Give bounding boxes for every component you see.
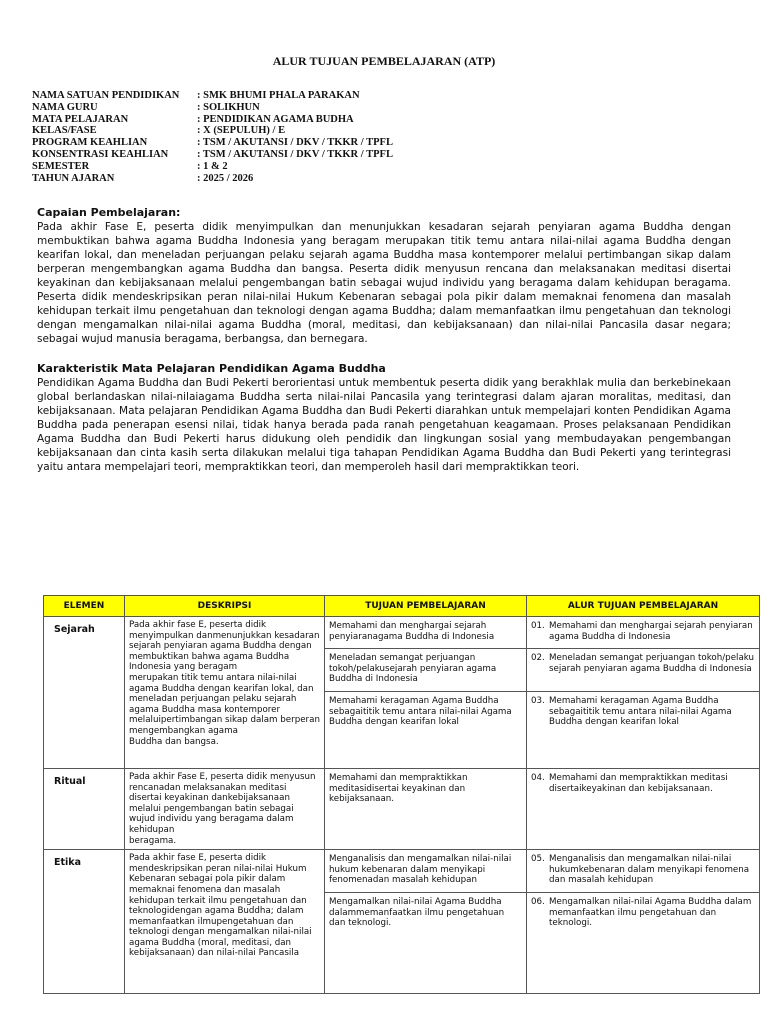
tujuan-cell: Memahami dan mempraktikkan meditasidisertai keyakinan dan kebijaksanaan. [325, 768, 527, 849]
identity-row [32, 173, 393, 185]
header-elemen: ELEMEN [44, 596, 125, 617]
identity-row [32, 149, 393, 161]
identity-row [32, 114, 393, 126]
identity-label: TAHUN AJARAN [32, 172, 115, 184]
karakteristik-text: Pendidikan Agama Buddha dan Budi Pekerti berorientasi untuk membentuk peserta didik yang berakhlak mulia dan berkebinekaan global berlandaskan nilai-nilaiagama Buddha serta nilai-nilai Pancasila yang terintegrasi dalam ajaran moralitas, meditasi, dan kebijaksanaan. Mata pelajaran Pendidikan Agama Buddha dan Budi Pekerti diarahkan untuk mempelajari konten Pendidikan Agama Buddha pada penerapan esensi nilai, tidak hanya berada pada ranah pengetahuan keagamaan. Proses pelaksanaan Pendidikan Agama Buddha dan Budi Pekerti harus didukung oleh pendidik dan lingkungan sosial yang membudayakan pengembangan kebijaksanaan dan cinta kasih serta dilakukan melalui tiga tahapan Pendidikan Agama Buddha dan Budi Pekerti yang terintegrasi yaitu antara mempelajari teori, mempraktikkan teori, dan memperoleh hasil dari mempraktikkan teori. [37, 377, 731, 473]
alur-text: Meneladan semangat perjuangan tokoh/pelaku sejarah penyiaran agama Buddha di Indonesia [549, 653, 755, 674]
identity-label: SEMESTER [32, 160, 90, 172]
identity-value: : SOLIKHUN [197, 101, 260, 113]
table-row [44, 617, 760, 649]
identity-row [32, 90, 393, 102]
capaian-text: Pada akhir Fase E, peserta didik menyimpulkan dan menunjukkan kesadaran sejarah penyiaran agama Buddha dengan membuktikan bahwa agama Buddha Indonesia yang beragam merupakan titik temu antara nilai-nilai agama Buddha dengan kearifan lokal, dan meneladan perjuangan pelaku sejarah agama Buddha masa kontemporer melalui pertimbangan sikap dalam berperan mengembangkan agama Buddha dan bangsa. Peserta didik menyusun rencana dan melaksanakan meditasi disertai keyakinan dan kebijaksanaan melalui pengembangan batin sebagai wujud individu yang beragama dalam kehidupan beragama. Peserta didik mendeskripsikan peran nilai-nilai Hukum Kebenaran sebagai pola pikir dalam memaknai fenomena dan masalah kehidupan terkait ilmu pengetahuan dan teknologi dengan agama Buddha; dalam memanfaatkan ilmu pengetahuan dan teknologi dengan mengamalkan nilai-nilai agama Buddha (moral, meditasi, dan kebijaksanaan) dan nilai-nilai Pancasila dasar negara; sebagai wujud manusia beragama, berbangsa, dan bernegara. [37, 221, 731, 345]
alur-number: 04. [531, 772, 545, 783]
alur-cell [527, 649, 760, 692]
identity-label: PROGRAM KEAHLIAN [32, 137, 148, 149]
table-row [44, 768, 760, 849]
alur-text: Mengamalkan nilai-nilai Agama Buddha dalam memanfaatkan ilmu pengetahuan dan teknologi. [549, 896, 752, 929]
header-deskripsi: DESKRIPSI [125, 596, 325, 617]
identity-label: KELAS/FASE [32, 125, 97, 137]
identity-value: : 1 & 2 [197, 160, 228, 172]
identity-value: : 2025 / 2026 [197, 172, 254, 184]
karakteristik-section [37, 362, 731, 474]
capaian-section [37, 206, 731, 346]
deskripsi-ritual: Pada akhir Fase E, peserta didik menyusun rencanadan melaksanakan meditasi disertai keyakinan dankebijaksanaan melalui pengembangan batin sebagai wujud individu yang beragama dalam kehidupan beragama. [125, 768, 325, 849]
tujuan-cell: Mengamalkan nilai-nilai Agama Buddha dalammemanfaatkan ilmu pengetahuan dan teknologi. [325, 892, 527, 993]
alur-number: 06. [531, 896, 545, 907]
identity-row [32, 137, 393, 149]
identity-block [32, 90, 393, 184]
elemen-etika: Etika [44, 850, 125, 994]
tujuan-cell: Meneladan semangat perjuangan tokoh/pelakusejarah penyiaran agama Buddha di Indonesia [325, 649, 527, 692]
elemen-sejarah: Sejarah [44, 617, 125, 769]
deskripsi-etika: Pada akhir fase E, peserta didik mendeskripsikan peran nilai-nilai Hukum Kebenaran sebagai pola pikir dalam memaknai fenomena dan masalah kehidupan terkait ilmu pengetahuan dan teknologidengan agama Buddha; dalam memanfaatkan ilmupengetahuan dan teknologi dengan mengamalkan nilai-nilai agama Buddha (moral, meditasi, dan kebijaksanaan) dan nilai-nilai Pancasila [125, 850, 325, 994]
alur-text: Menganalisis dan mengamalkan nilai-nilai hukumkebenaran dalam menyikapi fenomena dan masalah kehidupan [549, 854, 750, 886]
alur-cell [527, 892, 760, 993]
tujuan-cell: Memahami dan menghargai sejarah penyiaranagama Buddha di Indonesia [325, 617, 527, 649]
elemen-ritual: Ritual [44, 768, 125, 849]
alur-number: 05. [531, 854, 545, 865]
capaian-heading: Capaian Pembelajaran: [37, 206, 181, 219]
identity-row [32, 102, 393, 114]
identity-label: NAMA GURU [32, 101, 98, 113]
alur-cell [527, 768, 760, 849]
tujuan-cell: Memahami keragaman Agama Buddha sebagaititik temu antara nilai-nilai Agama Buddha dengan kearifan lokal [325, 691, 527, 768]
alur-number: 01. [531, 621, 545, 631]
identity-label: NAMA SATUAN PENDIDIKAN [32, 90, 180, 101]
table-row [44, 850, 760, 893]
alur-text: Memahami dan menghargai sejarah penyiaran agama Buddha di Indonesia [549, 621, 753, 642]
atp-table [43, 595, 760, 994]
identity-value: : TSM / AKUTANSI / DKV / TKKR / TPFL [197, 137, 393, 149]
alur-number: 03. [531, 695, 545, 706]
identity-value: : SMK BHUMI PHALA PARAKAN [197, 90, 360, 101]
alur-text: Memahami dan mempraktikkan meditasi disertaikeyakinan dan kebijaksanaan. [549, 772, 728, 794]
identity-row [32, 161, 393, 173]
identity-label: MATA PELAJARAN [32, 113, 129, 125]
identity-value: : PENDIDIKAN AGAMA BUDHA [197, 113, 354, 125]
deskripsi-sejarah: Pada akhir fase E, peserta didik menyimpulkan danmenunjukkan kesadaran sejarah penyiaran agama Buddha dengan membuktikan bahwa agama Buddha Indonesia yang beragam merupakan titik temu antara nilai-nilai agama Buddha dengan kearifan lokal, dan meneladan perjuangan pelaku sejarah agama Buddha masa kontemporer melaluipertimbangan sikap dalam berperan mengembangkan agama Buddha dan bangsa. [125, 617, 325, 769]
header-alur: ALUR TUJUAN PEMBELAJARAN [527, 596, 760, 617]
alur-cell [527, 850, 760, 893]
alur-cell [527, 617, 760, 649]
alur-number: 02. [531, 653, 545, 664]
karakteristik-heading: Karakteristik Mata Pelajaran Pendidikan Agama Buddha [37, 362, 386, 375]
identity-row [32, 125, 393, 137]
identity-value: : TSM / AKUTANSI / DKV / TKKR / TPFL [197, 148, 393, 160]
header-tujuan: TUJUAN PEMBELAJARAN [325, 596, 527, 617]
alur-cell [527, 691, 760, 768]
identity-value: : X (SEPULUH) / E [197, 125, 286, 137]
identity-label: KONSENTRASI KEAHLIAN [32, 148, 169, 160]
document-title: ALUR TUJUAN PEMBELAJARAN (ATP) [272, 54, 496, 68]
tujuan-cell: Menganalisis dan mengamalkan nilai-nilai hukum kebenaran dalam menyikapi fenomenadan masalah kehidupan [325, 850, 527, 893]
table-header-row [44, 596, 760, 617]
alur-text: Memahami keragaman Agama Buddha sebagaititik temu antara nilai-nilai Agama Buddha dengan kearifan lokal [549, 695, 732, 728]
